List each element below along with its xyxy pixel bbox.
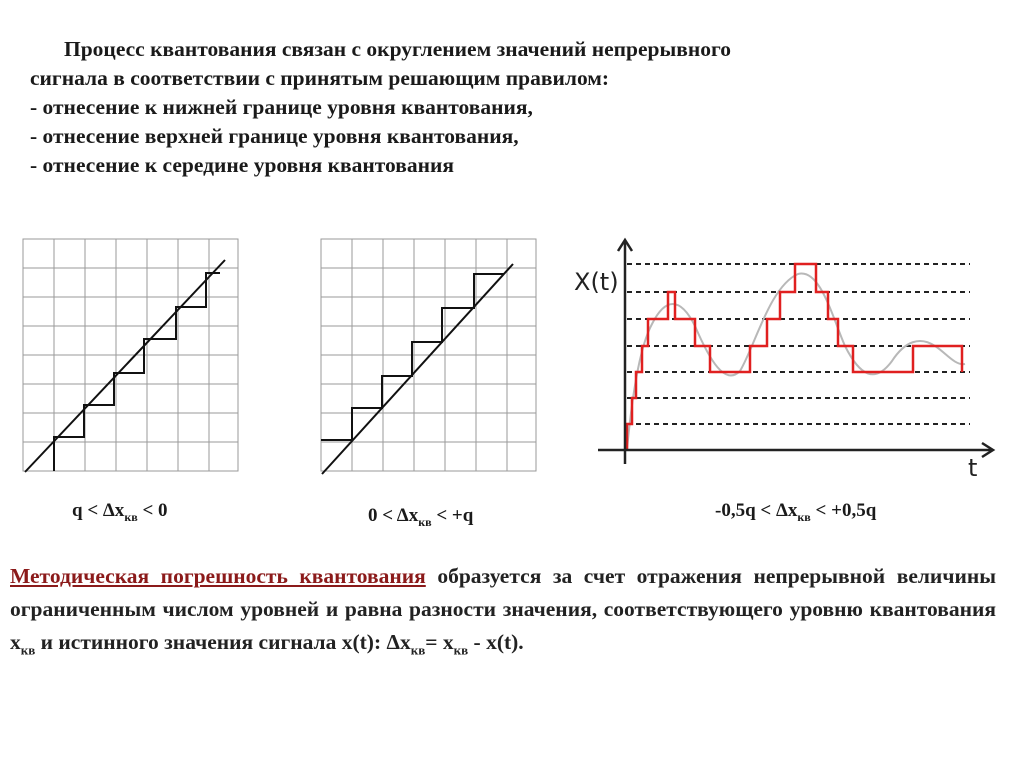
- intro-line-2: сигнала в соответствии с принятым решающим правилом:: [30, 66, 610, 90]
- condition-fig3: $-0,5q < \Delta x_{кв} < +0,5q$: [715, 500, 877, 524]
- definition-paragraph: Методическая погрешность квантования образуется за счет отражения непрерывной величины ограниченным числом уровней и равна разности значения, соответствующего уровню квантования $x_{кв}$ и истинного значения сигнала x(t): $\Delta x_{кв}= x_{кв} - x(t)$.: [10, 564, 997, 658]
- figure-upper-boundary: [318, 236, 540, 476]
- figure-lower-boundary: [20, 236, 242, 476]
- condition-fig1: $q < \Delta x_{кв} < 0$: [72, 500, 168, 524]
- term-methodical-error: Методическая погрешность квантования: [10, 564, 426, 588]
- y-axis-label: X(t): [574, 268, 619, 296]
- intro-text: [30, 35, 990, 180]
- quantized-signal: [627, 264, 962, 450]
- intro-item-lower: - отнесение к нижней границе уровня квантования,: [30, 95, 533, 119]
- intro-item-upper: - отнесение верхней границе уровня квантования,: [30, 124, 519, 148]
- figure-signal-quantization: [570, 236, 1005, 486]
- signal-curve: [627, 273, 965, 450]
- intro-line-1: Процесс квантования связан с округлением значений непрерывного: [64, 37, 732, 61]
- x-axis-label: t: [968, 454, 978, 482]
- intro-item-middle: - отнесение к середине уровня квантования: [30, 153, 455, 177]
- quantization-levels: [627, 264, 970, 424]
- condition-fig2: $0 < \Delta x_{кв} < +q$: [368, 505, 474, 529]
